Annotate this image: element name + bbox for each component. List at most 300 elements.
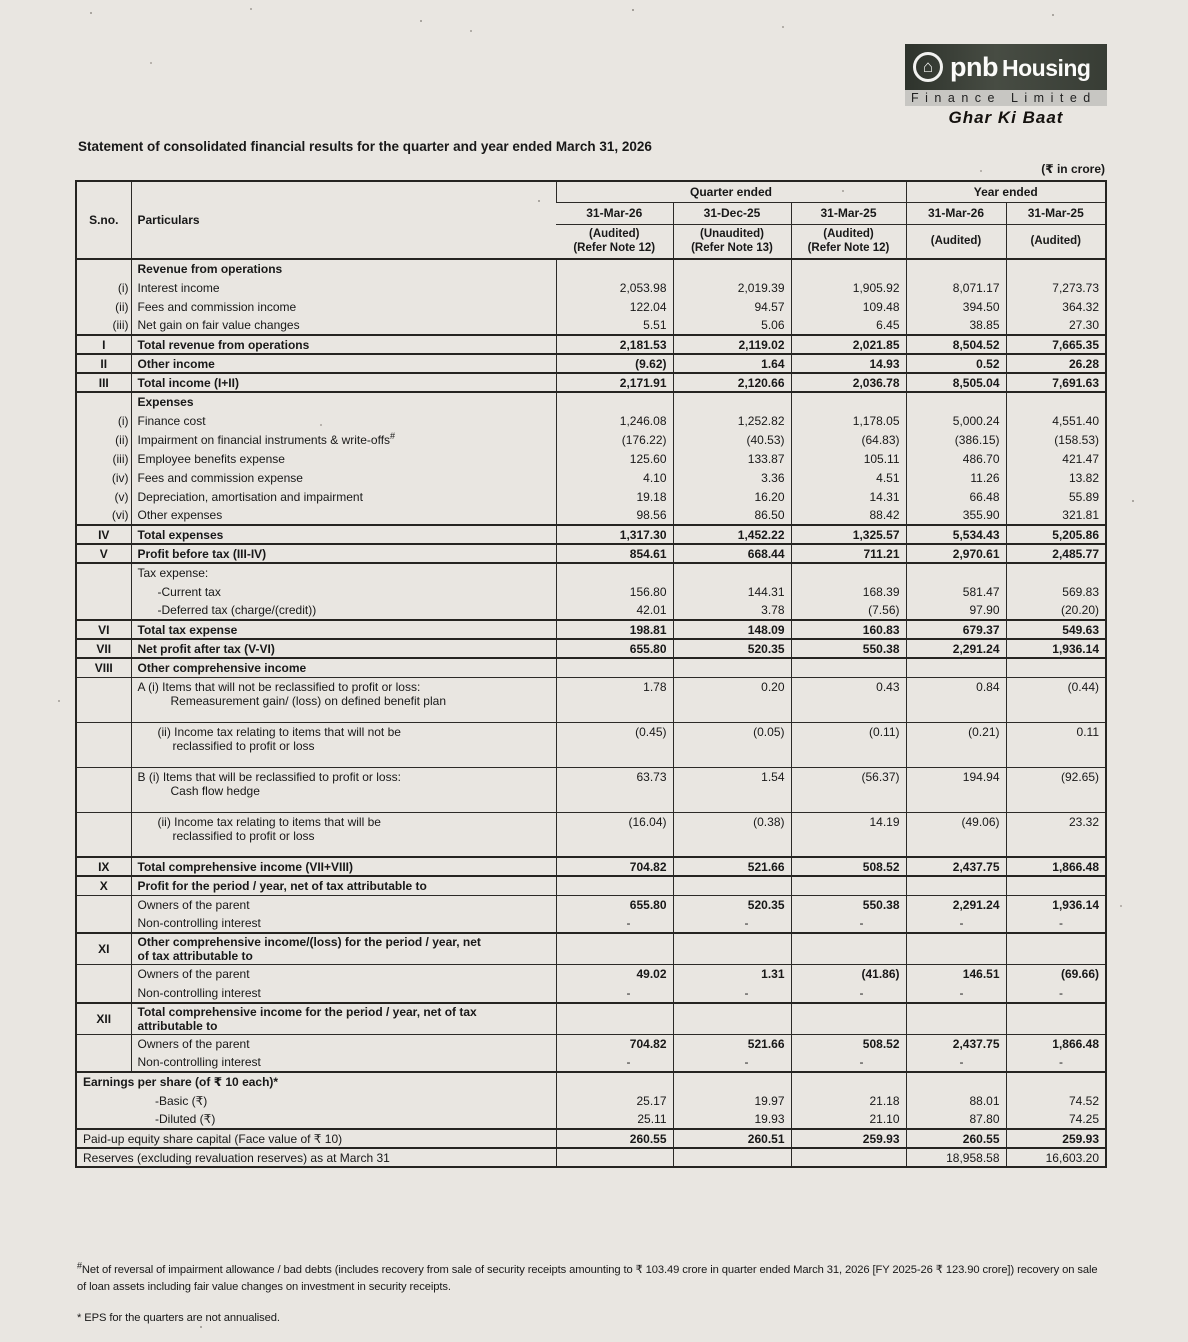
value-cell: 74.25	[1006, 1110, 1106, 1129]
particulars-cell: Tax expense:	[131, 563, 556, 582]
value-cell: 97.90	[906, 601, 1006, 620]
value-cell: (0.44)	[1006, 677, 1106, 722]
value-cell	[673, 1148, 791, 1167]
value-cell	[906, 658, 1006, 677]
value-cell: 16,603.20	[1006, 1148, 1106, 1167]
value-cell: 63.73	[556, 767, 673, 812]
table-row	[76, 316, 1106, 335]
particulars-cell: Fees and commission expense	[131, 468, 556, 487]
value-cell: 321.81	[1006, 506, 1106, 525]
value-cell	[673, 563, 791, 582]
value-cell: 23.32	[1006, 812, 1106, 857]
value-cell: (40.53)	[673, 430, 791, 449]
table-row	[76, 582, 1106, 601]
value-cell: 11.26	[906, 468, 1006, 487]
value-cell	[673, 259, 791, 278]
value-cell: 854.61	[556, 544, 673, 563]
logo-tagline: Ghar Ki Baat	[948, 108, 1064, 127]
particulars-cell: Revenue from operations	[131, 259, 556, 278]
particulars-cell: Reserves (excluding revaluation reserves) as at March 31	[76, 1148, 556, 1167]
sno-cell	[76, 259, 131, 278]
col-audit-status: (Unaudited) (Refer Note 13)	[673, 224, 791, 259]
col-audit-status: (Audited)	[1006, 224, 1106, 259]
table-row	[76, 487, 1106, 506]
value-cell: (158.53)	[1006, 430, 1106, 449]
footnote-impairment	[77, 1262, 1109, 1296]
value-cell: 156.80	[556, 582, 673, 601]
hash-marker: #	[77, 1260, 82, 1271]
particulars-cell: Other income	[131, 354, 556, 373]
sno-cell	[76, 392, 131, 411]
value-cell: 49.02	[556, 965, 673, 984]
value-cell	[791, 658, 906, 677]
value-cell: 88.01	[906, 1091, 1006, 1110]
value-cell: 2,437.75	[906, 857, 1006, 876]
value-cell: -	[906, 984, 1006, 1003]
value-cell: 2,171.91	[556, 373, 673, 392]
value-cell	[673, 392, 791, 411]
table-row	[76, 1053, 1106, 1072]
value-cell: 711.21	[791, 544, 906, 563]
value-cell: 2,036.78	[791, 373, 906, 392]
value-cell: 5,534.43	[906, 525, 1006, 544]
value-cell: 19.18	[556, 487, 673, 506]
value-cell	[673, 658, 791, 677]
value-cell: (49.06)	[906, 812, 1006, 857]
value-cell: 679.37	[906, 620, 1006, 639]
value-cell: 5.51	[556, 316, 673, 335]
value-cell: -	[1006, 984, 1106, 1003]
value-cell: 1,905.92	[791, 278, 906, 297]
value-cell: 0.43	[791, 677, 906, 722]
value-cell: -	[556, 914, 673, 933]
value-cell: 98.56	[556, 506, 673, 525]
value-cell: 74.52	[1006, 1091, 1106, 1110]
col-audit-status: (Audited) (Refer Note 12)	[556, 224, 673, 259]
particulars-cell: (ii) Income tax relating to items that will not be reclassified to profit or loss	[131, 722, 556, 767]
value-cell: 704.82	[556, 857, 673, 876]
value-cell: 1.78	[556, 677, 673, 722]
value-cell	[906, 259, 1006, 278]
table-row	[76, 1072, 1106, 1091]
value-cell: 486.70	[906, 449, 1006, 468]
value-cell: (20.20)	[1006, 601, 1106, 620]
value-cell	[1006, 1003, 1106, 1035]
value-cell	[906, 1003, 1006, 1035]
value-cell	[1006, 933, 1106, 965]
value-cell: -	[906, 1053, 1006, 1072]
particulars-cell: Impairment on financial instruments & write-offs#	[131, 430, 556, 449]
brand-text	[950, 52, 1090, 83]
value-cell	[906, 876, 1006, 895]
table-row	[76, 895, 1106, 914]
col-audit-status: (Audited) (Refer Note 12)	[791, 224, 906, 259]
particulars-cell: Non-controlling interest	[131, 1053, 556, 1072]
value-cell: (0.45)	[556, 722, 673, 767]
value-cell: -	[673, 984, 791, 1003]
value-cell: (56.37)	[791, 767, 906, 812]
value-cell: (41.86)	[791, 965, 906, 984]
table-row	[76, 411, 1106, 430]
value-cell: 550.38	[791, 639, 906, 658]
value-cell: 198.81	[556, 620, 673, 639]
sno-cell	[76, 1034, 131, 1053]
particulars-cell: -Current tax	[131, 582, 556, 601]
particulars-cell: -Basic (₹)	[155, 1093, 208, 1108]
value-cell: 25.17	[556, 1091, 673, 1110]
sno-cell	[76, 914, 131, 933]
sno-cell: (ii)	[115, 299, 129, 314]
value-cell: 7,691.63	[1006, 373, 1106, 392]
value-cell: 520.35	[673, 895, 791, 914]
value-cell: -	[1006, 1053, 1106, 1072]
table-row	[76, 1148, 1106, 1167]
value-cell	[791, 1148, 906, 1167]
value-cell	[906, 392, 1006, 411]
value-cell	[906, 1072, 1006, 1091]
value-cell	[556, 1003, 673, 1035]
col-date: 31-Dec-25	[673, 202, 791, 224]
value-cell: 4,551.40	[1006, 411, 1106, 430]
value-cell	[673, 876, 791, 895]
table-row	[76, 914, 1106, 933]
particulars-cell: Paid-up equity share capital (Face value of ₹ 10)	[76, 1129, 556, 1148]
value-cell	[1006, 259, 1106, 278]
value-cell: 521.66	[673, 857, 791, 876]
particulars-cell: -Deferred tax (charge/(credit))	[131, 601, 556, 620]
table-row	[76, 354, 1106, 373]
year-ended-header: Year ended	[906, 181, 1106, 202]
value-cell	[673, 1003, 791, 1035]
value-cell: 14.31	[791, 487, 906, 506]
footnote-hash-text: Net of reversal of impairment allowance / bad debts (includes recovery from sale of security receipts amounting to ₹ 103.49 crore in quarter ended March 31, 2026 [FY 2025-26 ₹ 123.90 crore]) recovery on sale of loan assets including fair value changes on investment in security receipts.	[77, 1264, 1098, 1293]
value-cell: 2,119.02	[673, 335, 791, 354]
sno-cell	[76, 582, 131, 601]
table-row	[76, 430, 1106, 449]
value-cell: 581.47	[906, 582, 1006, 601]
sno-cell: (iii)	[112, 451, 129, 466]
table-row	[76, 876, 1106, 895]
value-cell: 2,970.61	[906, 544, 1006, 563]
table-row	[76, 1003, 1106, 1035]
value-cell: (7.56)	[791, 601, 906, 620]
value-cell	[556, 1148, 673, 1167]
unit-label: (₹ in crore)	[1041, 162, 1105, 176]
sno-cell: (ii)	[115, 432, 129, 447]
value-cell: 7,665.35	[1006, 335, 1106, 354]
sno-cell	[76, 895, 131, 914]
value-cell	[791, 1072, 906, 1091]
scan-noise	[0, 0, 2, 2]
footnotes	[77, 1262, 1109, 1326]
particulars-cell: -Diluted (₹)	[155, 1112, 216, 1126]
value-cell: (0.21)	[906, 722, 1006, 767]
particulars-cell: Total comprehensive income for the period / year, net of tax attributable to	[131, 1003, 556, 1035]
value-cell: 14.93	[791, 354, 906, 373]
sno-cell: (iii)	[112, 318, 129, 332]
value-cell: 508.52	[791, 857, 906, 876]
value-cell: 160.83	[791, 620, 906, 639]
table-row	[76, 965, 1106, 984]
table-row	[76, 601, 1106, 620]
table-row	[76, 563, 1106, 582]
value-cell	[1006, 563, 1106, 582]
value-cell: (0.11)	[791, 722, 906, 767]
particulars-cell: Finance cost	[131, 411, 556, 430]
value-cell: 19.93	[673, 1110, 791, 1129]
value-cell: (386.15)	[906, 430, 1006, 449]
col-date: 31-Mar-26	[556, 202, 673, 224]
value-cell	[906, 933, 1006, 965]
table-row	[76, 449, 1106, 468]
value-cell	[791, 1003, 906, 1035]
sno-cell	[76, 767, 131, 812]
value-cell: -	[556, 1053, 673, 1072]
brand-pnb: pnb	[950, 51, 998, 82]
logo-band	[905, 44, 1107, 90]
value-cell: 4.51	[791, 468, 906, 487]
table-row	[76, 525, 1106, 544]
value-cell: 42.01	[556, 601, 673, 620]
value-cell: -	[673, 1053, 791, 1072]
value-cell: 8,505.04	[906, 373, 1006, 392]
particulars-cell: Fees and commission income	[131, 297, 556, 316]
particulars-cell: Total comprehensive income (VII+VIII)	[131, 857, 556, 876]
particulars-cell: Interest income	[131, 278, 556, 297]
sno-cell: IX	[76, 857, 131, 876]
value-cell: 1,325.57	[791, 525, 906, 544]
particulars-cell: Non-controlling interest	[131, 914, 556, 933]
value-cell: (9.62)	[556, 354, 673, 373]
value-cell: 8,504.52	[906, 335, 1006, 354]
value-cell: -	[791, 914, 906, 933]
particulars-cell: Total income (I+II)	[131, 373, 556, 392]
value-cell: 14.19	[791, 812, 906, 857]
value-cell: 1,452.22	[673, 525, 791, 544]
value-cell: 4.10	[556, 468, 673, 487]
value-cell: (69.66)	[1006, 965, 1106, 984]
results-tbody	[76, 259, 1106, 1167]
sno-cell	[76, 601, 131, 620]
table-row	[76, 1091, 1106, 1110]
value-cell: 5,000.24	[906, 411, 1006, 430]
col-date: 31-Mar-25	[1006, 202, 1106, 224]
sno-cell: VIII	[76, 658, 131, 677]
value-cell: 1,246.08	[556, 411, 673, 430]
value-cell: 2,291.24	[906, 895, 1006, 914]
value-cell: 66.48	[906, 487, 1006, 506]
table-row	[76, 984, 1106, 1003]
sno-cell	[76, 1053, 131, 1072]
value-cell: 18,958.58	[906, 1148, 1006, 1167]
sno-cell: V	[76, 544, 131, 563]
particulars-cell: Depreciation, amortisation and impairment	[131, 487, 556, 506]
value-cell	[791, 259, 906, 278]
value-cell: 55.89	[1006, 487, 1106, 506]
particulars-cell: Other expenses	[131, 506, 556, 525]
value-cell: 521.66	[673, 1034, 791, 1053]
sno-cell: I	[76, 335, 131, 354]
value-cell: 168.39	[791, 582, 906, 601]
value-cell: 704.82	[556, 1034, 673, 1053]
value-cell	[1006, 1072, 1106, 1091]
value-cell: 668.44	[673, 544, 791, 563]
value-cell: 1,866.48	[1006, 1034, 1106, 1053]
table-row	[76, 1129, 1106, 1148]
table-row	[76, 297, 1106, 316]
value-cell: 364.32	[1006, 297, 1106, 316]
table-row	[76, 677, 1106, 722]
value-cell: 421.47	[1006, 449, 1106, 468]
sno-cell: (v)	[114, 489, 129, 504]
value-cell	[791, 933, 906, 965]
page-title: Statement of consolidated financial results for the quarter and year ended March 31, 2026	[78, 139, 652, 154]
sno-cell	[76, 677, 131, 722]
value-cell	[556, 259, 673, 278]
table-row	[76, 639, 1106, 658]
value-cell	[791, 392, 906, 411]
table-row	[76, 506, 1106, 525]
value-cell: 260.55	[906, 1129, 1006, 1148]
value-cell: -	[791, 984, 906, 1003]
table-row	[76, 468, 1106, 487]
value-cell: 144.31	[673, 582, 791, 601]
value-cell	[673, 1072, 791, 1091]
quarter-ended-header: Quarter ended	[556, 181, 906, 202]
particulars-cell: Earnings per share (of ₹ 10 each)*	[76, 1072, 556, 1091]
value-cell: 0.52	[906, 354, 1006, 373]
value-cell: 13.82	[1006, 468, 1106, 487]
logo-subtitle: Finance Limited	[905, 90, 1107, 106]
value-cell: 133.87	[673, 449, 791, 468]
particulars-cell: (ii) Income tax relating to items that will be reclassified to profit or loss	[131, 812, 556, 857]
particulars-cell: Net gain on fair value changes	[131, 316, 556, 335]
value-cell	[556, 876, 673, 895]
value-cell: 1.54	[673, 767, 791, 812]
table-row	[76, 1110, 1106, 1129]
particulars-cell: Total revenue from operations	[131, 335, 556, 354]
value-cell: 2,021.85	[791, 335, 906, 354]
table-row	[76, 722, 1106, 767]
col-date: 31-Mar-25	[791, 202, 906, 224]
value-cell	[1006, 658, 1106, 677]
particulars-cell: Expenses	[131, 392, 556, 411]
value-cell: 0.11	[1006, 722, 1106, 767]
particulars-cell: Profit for the period / year, net of tax attributable to	[131, 876, 556, 895]
table-row	[76, 620, 1106, 639]
particulars-cell: Other comprehensive income	[131, 658, 556, 677]
table-row	[76, 933, 1106, 965]
value-cell: 569.83	[1006, 582, 1106, 601]
sno-cell: VII	[76, 639, 131, 658]
table-row	[76, 658, 1106, 677]
value-cell: 259.93	[791, 1129, 906, 1148]
value-cell	[556, 392, 673, 411]
value-cell: 21.18	[791, 1091, 906, 1110]
value-cell: -	[791, 1053, 906, 1072]
value-cell: 94.57	[673, 297, 791, 316]
sno-cell	[76, 984, 131, 1003]
value-cell: 86.50	[673, 506, 791, 525]
value-cell: 26.28	[1006, 354, 1106, 373]
value-cell	[1006, 392, 1106, 411]
sno-cell	[76, 812, 131, 857]
value-cell: 16.20	[673, 487, 791, 506]
financial-results-table	[75, 180, 1107, 1168]
particulars-cell: Non-controlling interest	[131, 984, 556, 1003]
sno-cell: (vi)	[111, 508, 129, 522]
value-cell	[1006, 876, 1106, 895]
value-cell: 194.94	[906, 767, 1006, 812]
value-cell	[556, 658, 673, 677]
sno-cell: XI	[76, 933, 131, 965]
value-cell: 3.36	[673, 468, 791, 487]
table-row	[76, 335, 1106, 354]
value-cell: 19.97	[673, 1091, 791, 1110]
value-cell: 5,205.86	[1006, 525, 1106, 544]
particulars-cell: Employee benefits expense	[131, 449, 556, 468]
value-cell: -	[673, 914, 791, 933]
value-cell: 1,866.48	[1006, 857, 1106, 876]
value-cell: (64.83)	[791, 430, 906, 449]
value-cell	[556, 1072, 673, 1091]
value-cell: 550.38	[791, 895, 906, 914]
sno-cell: III	[76, 373, 131, 392]
table-row	[76, 373, 1106, 392]
value-cell	[791, 563, 906, 582]
particulars-cell: A (i) Items that will not be reclassified to profit or loss: Remeasurement gain/ (loss) on defined benefit plan	[131, 677, 556, 722]
value-cell: 355.90	[906, 506, 1006, 525]
table-row	[76, 857, 1106, 876]
value-cell: 148.09	[673, 620, 791, 639]
value-cell: 1.31	[673, 965, 791, 984]
particulars-cell: Net profit after tax (V-VI)	[131, 639, 556, 658]
value-cell: 0.20	[673, 677, 791, 722]
value-cell: (16.04)	[556, 812, 673, 857]
value-cell	[791, 876, 906, 895]
value-cell: 27.30	[1006, 316, 1106, 335]
value-cell: 1,252.82	[673, 411, 791, 430]
particulars-cell: Total tax expense	[131, 620, 556, 639]
table-row	[76, 1034, 1106, 1053]
particulars-cell: Profit before tax (III-IV)	[131, 544, 556, 563]
sno-cell: (i)	[117, 413, 129, 428]
table-row	[76, 259, 1106, 278]
pnb-housing-logo	[905, 44, 1107, 128]
value-cell: 0.84	[906, 677, 1006, 722]
value-cell	[906, 563, 1006, 582]
col-date: 31-Mar-26	[906, 202, 1006, 224]
value-cell: (0.05)	[673, 722, 791, 767]
value-cell: 125.60	[556, 449, 673, 468]
value-cell: 1,317.30	[556, 525, 673, 544]
sno-cell	[76, 563, 131, 582]
value-cell: 2,291.24	[906, 639, 1006, 658]
sno-cell: (i)	[117, 280, 129, 295]
value-cell	[673, 933, 791, 965]
value-cell: -	[556, 984, 673, 1003]
particulars-cell: Total expenses	[131, 525, 556, 544]
sno-cell	[76, 722, 131, 767]
particulars-cell: Other comprehensive income/(loss) for the period / year, net of tax attributable to	[131, 933, 556, 965]
pnb-house-icon: ⌂	[913, 52, 943, 82]
value-cell: 88.42	[791, 506, 906, 525]
value-cell: 2,019.39	[673, 278, 791, 297]
table-row	[76, 278, 1106, 297]
value-cell: 2,181.53	[556, 335, 673, 354]
value-cell: 25.11	[556, 1110, 673, 1129]
value-cell: (176.22)	[556, 430, 673, 449]
